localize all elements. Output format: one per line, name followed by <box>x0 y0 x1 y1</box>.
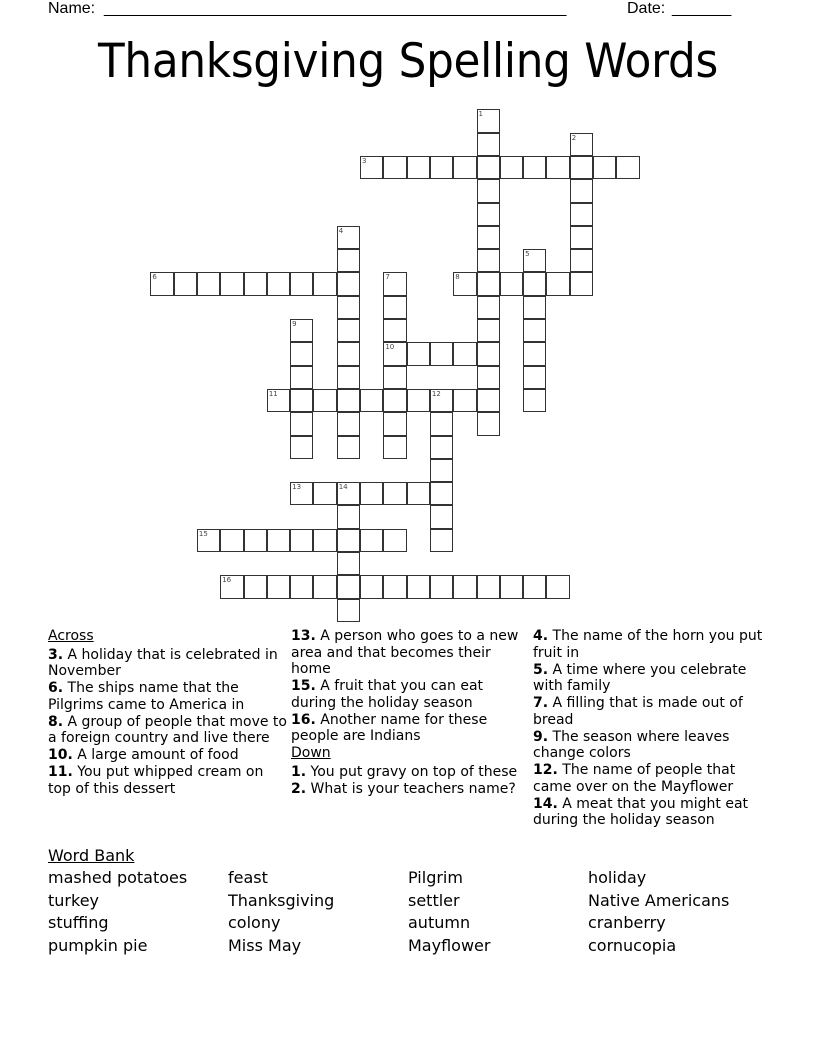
word-bank-item: feast <box>228 868 268 887</box>
down-clue <box>533 729 773 762</box>
crossword-cell[interactable] <box>570 203 593 226</box>
crossword-cell[interactable] <box>197 272 220 295</box>
crossword-cell[interactable] <box>244 529 267 552</box>
crossword-cell[interactable] <box>337 436 360 459</box>
clue-number-label: 12. <box>533 762 558 778</box>
word-bank-item: pumpkin pie <box>48 935 148 955</box>
clue-text: The ships name that the Pilgrims came to America in <box>48 680 245 713</box>
crossword-cell[interactable] <box>290 366 313 389</box>
crossword-cell[interactable] <box>523 156 546 179</box>
word-bank-list <box>48 868 768 955</box>
crossword-cell[interactable] <box>337 272 360 295</box>
crossword-cell[interactable] <box>383 319 406 342</box>
crossword-cell[interactable] <box>290 575 313 598</box>
clue-number-label: 9. <box>533 728 549 745</box>
crossword-cell[interactable] <box>523 319 546 342</box>
crossword-cell[interactable] <box>570 249 593 272</box>
crossword-cell[interactable] <box>593 156 616 179</box>
crossword-cell[interactable] <box>267 272 290 295</box>
crossword-cell[interactable] <box>477 226 500 249</box>
crossword-cell[interactable] <box>430 505 453 528</box>
crossword-cell[interactable] <box>430 436 453 459</box>
crossword-cell[interactable] <box>523 366 546 389</box>
crossword-cell[interactable] <box>337 249 360 272</box>
crossword-cell[interactable] <box>290 389 313 412</box>
crossword-cell[interactable] <box>290 272 313 295</box>
page-title: Thanksgiving Spelling Words <box>98 34 718 89</box>
clue-number: 3 <box>362 156 367 165</box>
word-bank-item: turkey <box>48 890 99 910</box>
word-bank-item: Mayflower <box>408 935 491 955</box>
clue-number-label: 11. <box>48 764 73 780</box>
clue-number-label: 16. <box>291 711 316 728</box>
clue-number-label: 5. <box>533 661 549 678</box>
crossword-cell[interactable] <box>453 389 476 412</box>
crossword-cell[interactable] <box>477 133 500 156</box>
crossword-cell[interactable] <box>267 389 290 412</box>
clue-number-label: 7. <box>533 695 549 711</box>
crossword-cell[interactable] <box>430 389 453 412</box>
crossword-cell[interactable] <box>407 342 430 365</box>
clue-number: 2 <box>571 133 577 142</box>
down-clue <box>533 762 773 795</box>
down-heading: Down <box>291 745 331 761</box>
word-bank-item: Native Americans <box>588 890 730 910</box>
clue-number: 15 <box>198 529 208 538</box>
down-clue <box>533 662 773 695</box>
word-bank-item: cornucopia <box>588 935 677 955</box>
down-clue <box>533 695 773 728</box>
crossword-cell[interactable] <box>523 272 546 295</box>
clue-text: The name of people that came over on the Mayflower <box>533 762 736 795</box>
clue-number: 8 <box>455 273 460 282</box>
clue-number-label: 8. <box>48 713 64 730</box>
crossword-cell[interactable] <box>244 272 267 295</box>
clue-text: A meat that you might eat during the holiday season <box>533 795 749 828</box>
crossword-cell[interactable] <box>383 272 406 295</box>
crossword-cell[interactable] <box>477 272 500 295</box>
crossword-cell[interactable] <box>337 389 360 412</box>
crossword-cell[interactable] <box>313 272 336 295</box>
clue-text: You put gravy on top of these <box>310 763 518 780</box>
crossword-cell[interactable] <box>477 203 500 226</box>
word-bank-item: cranberry <box>588 913 666 932</box>
crossword-cell[interactable] <box>150 272 173 295</box>
crossword-cell[interactable] <box>570 272 593 295</box>
crossword-cell[interactable] <box>477 366 500 389</box>
crossword-cell[interactable] <box>383 366 406 389</box>
crossword-cell[interactable] <box>407 389 430 412</box>
clue-text: Another name for these people are Indians <box>291 711 488 744</box>
crossword-cell[interactable] <box>360 529 383 552</box>
crossword-cell[interactable] <box>197 529 220 552</box>
word-bank-item: holiday <box>588 868 647 887</box>
crossword-cell[interactable] <box>546 272 569 295</box>
crossword-cell[interactable] <box>360 156 383 179</box>
clue-text: A filling that is made out of bread <box>533 695 743 728</box>
clue-number-label: 13. <box>291 628 316 644</box>
word-bank-title: Word Bank <box>48 846 135 865</box>
clue-number: 12 <box>431 389 441 398</box>
crossword-cell[interactable] <box>290 342 313 365</box>
clue-text: You put whipped cream on top of this dessert <box>48 764 264 797</box>
word-bank-item: settler <box>408 890 460 910</box>
crossword-cell[interactable] <box>383 575 406 598</box>
crossword-cell[interactable] <box>570 226 593 249</box>
crossword-cell[interactable] <box>477 575 500 598</box>
crossword-cell[interactable] <box>453 156 476 179</box>
across-clue <box>48 714 288 747</box>
word-bank-item: colony <box>228 913 281 932</box>
crossword-cell[interactable] <box>453 575 476 598</box>
crossword-cell[interactable] <box>360 389 383 412</box>
down-clue <box>533 628 773 661</box>
crossword-cell[interactable] <box>570 133 593 156</box>
clue-text: A time where you celebrate with family <box>533 661 747 694</box>
crossword-cell[interactable] <box>220 575 243 598</box>
across-clue <box>48 747 288 764</box>
crossword-cell[interactable] <box>477 342 500 365</box>
word-bank-item: Thanksgiving <box>228 890 335 910</box>
clues-column-1 <box>48 628 288 798</box>
clue-text: The name of the horn you put fruit in <box>533 628 763 661</box>
clue-number-label: 10. <box>48 747 73 763</box>
crossword-cell[interactable] <box>267 529 290 552</box>
clue-text: The season where leaves change colors <box>533 728 730 761</box>
crossword-cell[interactable] <box>500 272 523 295</box>
clue-number-label: 3. <box>48 646 64 663</box>
crossword-cell[interactable] <box>290 412 313 435</box>
crossword-cell[interactable] <box>523 342 546 365</box>
date-field[interactable]: _______ <box>672 0 731 17</box>
clue-number-label: 2. <box>291 780 307 797</box>
clue-number: 6 <box>152 273 157 282</box>
crossword-cell[interactable] <box>383 156 406 179</box>
down-clue <box>291 764 531 781</box>
crossword-cell[interactable] <box>220 529 243 552</box>
crossword-cell[interactable] <box>360 482 383 505</box>
clue-number-label: 15. <box>291 678 316 694</box>
word-bank <box>48 846 768 955</box>
clues-column-3 <box>533 628 773 829</box>
crossword-cell[interactable] <box>360 575 383 598</box>
crossword-cell[interactable] <box>523 389 546 412</box>
crossword-cell[interactable] <box>430 575 453 598</box>
crossword-cell[interactable] <box>523 296 546 319</box>
crossword-cell[interactable] <box>267 575 290 598</box>
crossword-cell[interactable] <box>337 296 360 319</box>
crossword-cell[interactable] <box>430 459 453 482</box>
crossword-cell[interactable] <box>500 575 523 598</box>
crossword-cell[interactable] <box>313 389 336 412</box>
crossword-cell[interactable] <box>477 319 500 342</box>
clue-number: 13 <box>292 483 302 492</box>
crossword-cell[interactable] <box>383 389 406 412</box>
crossword-cell[interactable] <box>477 156 500 179</box>
crossword-cell[interactable] <box>616 156 639 179</box>
down-clue <box>291 781 531 798</box>
crossword-cell[interactable] <box>407 575 430 598</box>
crossword-cell[interactable] <box>546 575 569 598</box>
clue-text: A large amount of food <box>77 747 239 763</box>
crossword-cell[interactable] <box>313 575 336 598</box>
crossword-cell[interactable] <box>337 552 360 575</box>
clue-number-label: 6. <box>48 680 64 696</box>
across-clue <box>48 647 288 680</box>
crossword-cell[interactable] <box>313 529 336 552</box>
crossword-cell[interactable] <box>477 109 500 132</box>
crossword-cell[interactable] <box>407 482 430 505</box>
down-clue <box>533 796 773 829</box>
name-field[interactable]: _______________________________________________________ <box>104 0 566 17</box>
crossword-cell[interactable] <box>383 436 406 459</box>
crossword-cell[interactable] <box>337 575 360 598</box>
crossword-cell[interactable] <box>383 342 406 365</box>
crossword-cell[interactable] <box>337 412 360 435</box>
word-bank-item: Pilgrim <box>408 868 463 887</box>
crossword-cell[interactable] <box>290 436 313 459</box>
crossword-cell[interactable] <box>244 575 267 598</box>
word-bank-item: autumn <box>408 913 471 932</box>
crossword-cell[interactable] <box>477 412 500 435</box>
clue-number: 11 <box>268 389 278 398</box>
clue-number: 10 <box>385 343 395 352</box>
clue-number-label: 1. <box>291 763 307 780</box>
crossword-cell[interactable] <box>430 529 453 552</box>
crossword-cell[interactable] <box>430 342 453 365</box>
across-heading: Across <box>48 628 94 644</box>
clue-text: What is your teachers name? <box>310 780 516 797</box>
clue-number: 7 <box>385 273 390 282</box>
crossword-cell[interactable] <box>453 342 476 365</box>
crossword-cell[interactable] <box>337 599 360 622</box>
name-label: Name: <box>48 0 96 17</box>
word-bank-item: mashed potatoes <box>48 868 188 887</box>
crossword-cell[interactable] <box>337 319 360 342</box>
clue-text: A fruit that you can eat during the holiday season <box>291 678 484 711</box>
crossword-cell[interactable] <box>337 529 360 552</box>
crossword-cell[interactable] <box>570 156 593 179</box>
crossword-cell[interactable] <box>383 412 406 435</box>
clues-column-2 <box>291 628 531 798</box>
crossword-cell[interactable] <box>430 156 453 179</box>
clue-number-label: 4. <box>533 628 549 644</box>
crossword-cell[interactable] <box>290 482 313 505</box>
crossword-cell[interactable] <box>383 296 406 319</box>
crossword-cell[interactable] <box>407 156 430 179</box>
crossword-cell[interactable] <box>290 529 313 552</box>
crossword-cell[interactable] <box>290 319 313 342</box>
clue-text: A person who goes to a new area and that becomes their home <box>291 628 519 677</box>
word-bank-item: stuffing <box>48 913 109 932</box>
clue-number: 16 <box>222 576 232 585</box>
crossword-cell[interactable] <box>337 366 360 389</box>
crossword-cell[interactable] <box>383 529 406 552</box>
crossword-cell[interactable] <box>383 482 406 505</box>
crossword-cell[interactable] <box>337 482 360 505</box>
across-clue <box>291 712 531 745</box>
clue-number: 14 <box>338 483 348 492</box>
across-clue <box>291 628 531 678</box>
clue-number: 5 <box>525 250 530 259</box>
across-clue <box>48 680 288 713</box>
word-bank-item: Miss May <box>228 935 302 955</box>
crossword-cell[interactable] <box>337 342 360 365</box>
crossword-cell[interactable] <box>546 156 569 179</box>
crossword-cell[interactable] <box>523 249 546 272</box>
crossword-cell[interactable] <box>337 505 360 528</box>
crossword-cell[interactable] <box>453 272 476 295</box>
crossword-cell[interactable] <box>477 249 500 272</box>
crossword-cell[interactable] <box>477 179 500 202</box>
clue-number: 4 <box>338 226 344 235</box>
crossword-cell[interactable] <box>430 482 453 505</box>
across-clue <box>291 678 531 711</box>
across-clue <box>48 764 288 797</box>
crossword-cell[interactable] <box>477 389 500 412</box>
crossword-cell[interactable] <box>570 179 593 202</box>
clue-number: 1 <box>478 110 483 119</box>
date-label: Date: <box>627 0 666 17</box>
crossword-cell[interactable] <box>174 272 197 295</box>
crossword-cell[interactable] <box>477 296 500 319</box>
crossword-cell[interactable] <box>337 226 360 249</box>
crossword-cell[interactable] <box>220 272 243 295</box>
crossword-cell[interactable] <box>523 575 546 598</box>
crossword-cell[interactable] <box>313 482 336 505</box>
crossword-cell[interactable] <box>430 412 453 435</box>
clue-text: A group of people that move to a foreign country and live there <box>48 713 287 746</box>
crossword-cell[interactable] <box>500 156 523 179</box>
clue-number: 9 <box>292 320 297 328</box>
clue-number-label: 14. <box>533 795 558 812</box>
clue-text: A holiday that is celebrated in November <box>48 646 278 679</box>
